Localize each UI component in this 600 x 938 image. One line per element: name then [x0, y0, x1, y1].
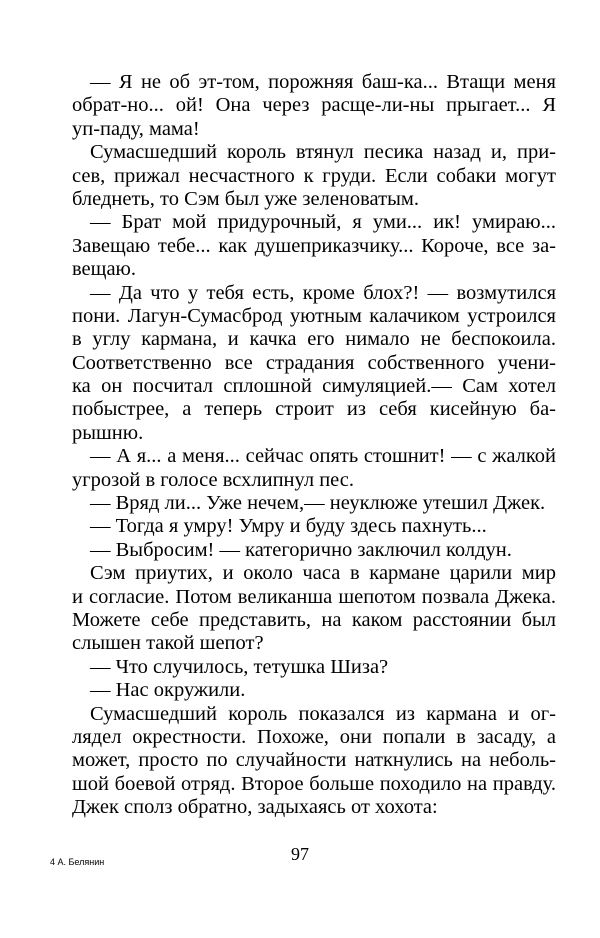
text-line: Можете себе представить, на каком расстоянии был	[72, 608, 556, 631]
text-line: — Я не об эт-том, порожняя баш-ка... Втащи меня	[90, 71, 556, 93]
text-line: — Вряд ли... Уже нечем,— неуклюже утешил Джек.	[90, 492, 546, 515]
text-line: — Тогда я умру! Умру и буду здесь пахнуть...	[90, 515, 487, 538]
text-line: Сэм приутих, и около часа в кармане царили мир	[90, 562, 556, 585]
text-line: ка он посчитал сплошной симуляцией.— Сам хотел	[72, 375, 556, 398]
text-line: рышню.	[72, 421, 144, 444]
text-line: — Выбросим! — категорично заключил колдун.	[90, 538, 512, 561]
body-text	[72, 71, 556, 820]
text-line: и согласие. Потом великанша шепотом позвала Джека.	[72, 585, 556, 608]
text-line: слышен такой шепот?	[72, 632, 264, 655]
text-line: вещаю.	[72, 258, 136, 281]
text-line: Завещаю тебе... как душеприказчику... Короче, все за-	[72, 234, 556, 257]
text-line: бледнеть, то Сэм был уже зеленоватым.	[72, 187, 419, 210]
text-line: — А я... а меня... сейчас опять стошнит! — с жалкой	[90, 445, 556, 468]
page-number: 97	[291, 844, 309, 864]
text-line: Соответственно все страдания собственного учени-	[72, 351, 556, 374]
text-line: обрат-но... ой! Она через расще-ли-ны прыгает... Я	[72, 94, 556, 117]
text-line: — Брат мой придурочный, я уми... ик! умираю...	[90, 211, 556, 234]
text-line: в углу кармана, и качка его нимало не беспокоила.	[72, 328, 556, 351]
text-line: пони. Лагун-Сумасброд уютным калачиком устроился	[72, 304, 556, 327]
text-line: побыстрее, а теперь строит из себя кисейную ба-	[72, 398, 556, 421]
text-line: угрозой в голосе всхлипнул пес.	[72, 468, 355, 491]
text-line: — Да что у тебя есть, кроме блох?! — возмутился	[90, 281, 556, 304]
text-line: — Что случилось, тетушка Шиза?	[90, 655, 389, 678]
text-line: — Нас окружили.	[90, 679, 246, 702]
text-line: Джек сполз обратно, задыхаясь от хохота:	[72, 796, 438, 819]
text-line: лядел окрестности. Похоже, они попали в засаду, а	[72, 725, 556, 748]
text-line: может, просто по случайности наткнулись на неболь-	[72, 749, 556, 772]
text-line: Сумасшедший король показался из кармана и ог-	[90, 702, 556, 725]
text-line: Сумасшедший король втянул песика назад и, при-	[90, 141, 556, 164]
text-line: уп-паду, мама!	[72, 117, 200, 140]
printer-signature: 4 А. Белянин	[50, 857, 105, 867]
text-line: шой боевой отряд. Второе больше походило на правду.	[72, 772, 556, 795]
text-line: сев, прижал несчастного к груди. Если собаки могут	[72, 164, 556, 187]
